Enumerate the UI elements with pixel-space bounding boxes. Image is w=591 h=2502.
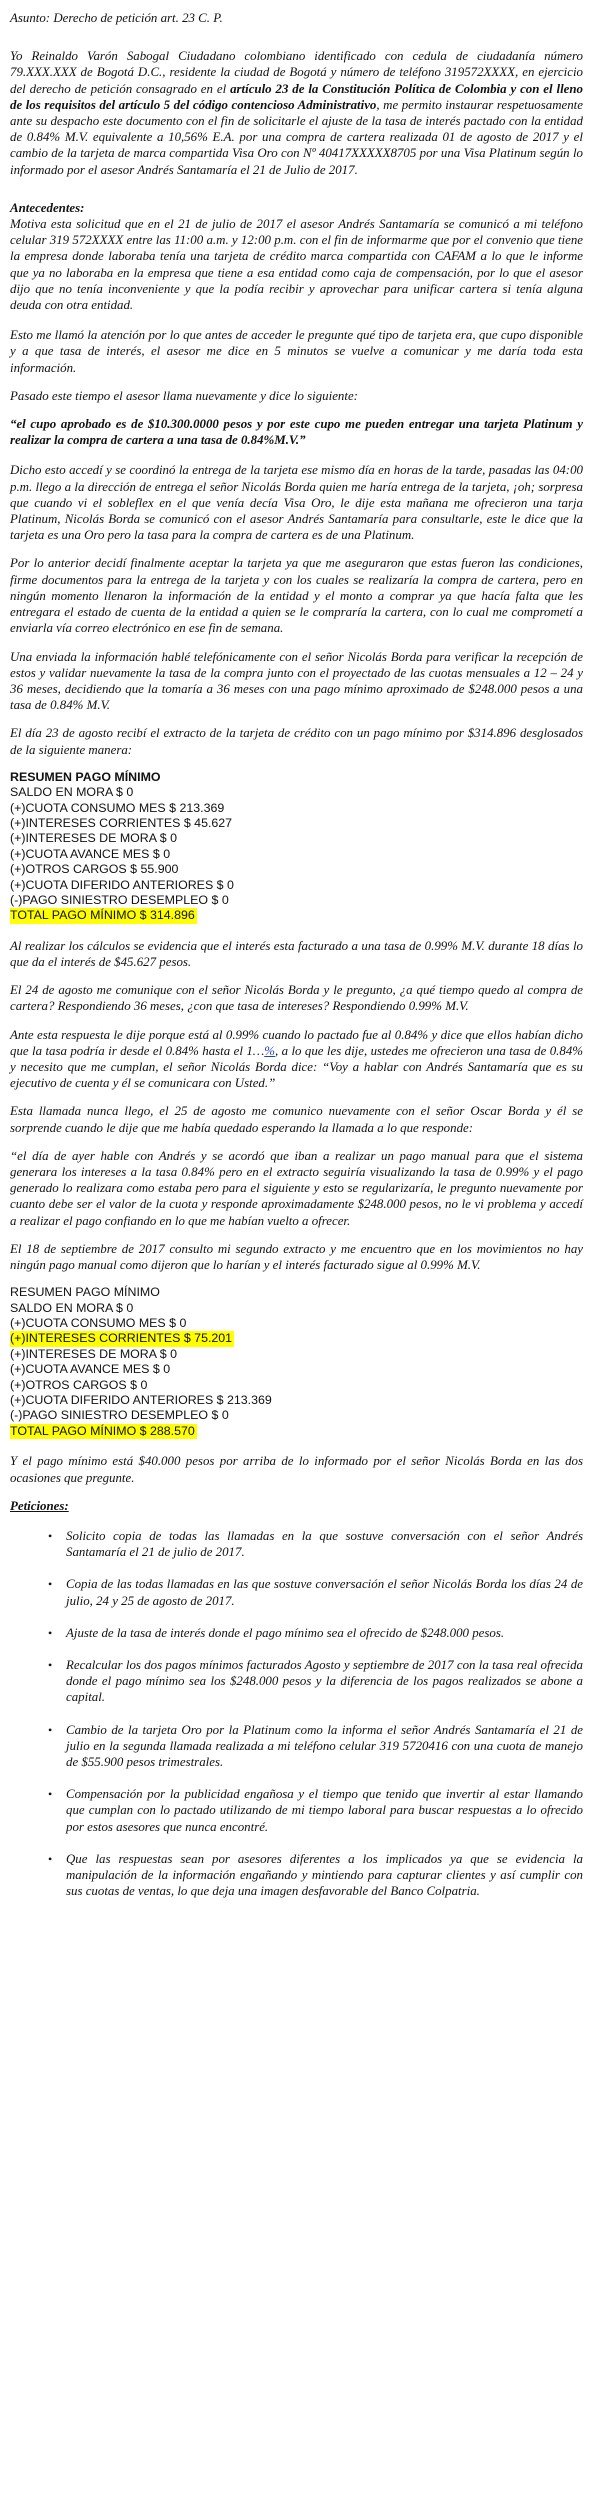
summary-row: (+)CUOTA DIFERIDO ANTERIORES $ 0 <box>10 877 234 892</box>
paragraph-interest-calc: Al realizar los cálculos se evidencia que el interés esta facturado a una tasa de 0.99% M.V. durante 18 días lo que da el interés de $45.627 pesos. <box>10 938 583 969</box>
peticiones-heading: Peticiones: <box>10 1498 69 1513</box>
bullet-icon: • <box>48 1577 53 1592</box>
paragraph-callback: Pasado este tiempo el asesor llama nuevamente y dice lo siguiente: <box>10 388 358 403</box>
summary-row: (+)INTERESES DE MORA $ 0 <box>10 831 177 846</box>
petition-item <box>10 1576 583 1608</box>
intro-legal-basis: artículo 23 de la Constitución Política de Colombia y con el lleno de los requisitos del artículo 5 del código contencioso Administrativo <box>10 81 583 112</box>
summary-row: (-)PAGO SINIESTRO DESEMPLEO $ 0 <box>10 1408 229 1423</box>
petition-text: Copia de las todas llamadas en las que sostuve conversación el señor Nicolás Borda los días 24 de julio, 24 y 25 de agosto de 2017. <box>66 1577 583 1608</box>
summary-row: (+)CUOTA AVANCE MES $ 0 <box>10 1362 171 1377</box>
subject-line: Asunto: Derecho de petición art. 23 C. P. <box>10 11 223 25</box>
intro-text-1: Yo Reinaldo Varón Sabogal Ciudadano colombiano identificado con cedula de ciudadanía número 79.XXX.XXX de Bogotá D.C., residente la ciudad de Bogotá y número de teléfono 319572XXXX, en ejercicio del derecho de petición consagrado en el <box>10 49 583 96</box>
summary-row: SALDO EN MORA $ 0 <box>10 1300 134 1315</box>
petition-item <box>10 1657 583 1706</box>
petition-text: Que las respuestas sean por asesores diferentes a los implicados ya que se evidencia la manipulación de la información engañando y mintiendo para capturar clientes y así cumplir con sus cuotas de ventas, lo que deja una imagen desfavorable del Banco Colpatria. <box>66 1851 583 1899</box>
rate-dispute-text-1: Ante esta respuesta le dije porque está al 0.99% cuando lo pactado fue al 0.84% y dice que ellos habían dicho que la tasa podría ir desde el 0.84% hasta el 1… <box>10 1027 583 1058</box>
summary-row: (-)PAGO SINIESTRO DESEMPLEO $ 0 <box>10 892 229 907</box>
summary-row: (+)INTERESES DE MORA $ 0 <box>10 1346 177 1361</box>
summary-row: (+)CUOTA CONSUMO MES $ 0 <box>10 1316 187 1331</box>
summary-total-highlighted: TOTAL PAGO MÍNIMO $ 314.896 <box>10 908 195 923</box>
summary-row: (+)OTROS CARGOS $ 0 <box>10 1377 148 1392</box>
intro-text-2: , me permito instaurar respetuosamente ante su despacho este documento con el fin de solicitarle el ajuste de la tasa de interés pactado con la entidad de 0.84% M.V. equivalente a 10,56% E.A. por una compra de cartera realizada 01 de agosto de 2017 y el cambio de la tarjeta de marca compartida Visa Oro con Nº 40417XXXXX8705 por una Visa Platinum según lo informado por el asesor Andrés Santamaría el 21 de Julio de 2017. <box>10 97 583 177</box>
petitions-list <box>10 1528 583 1899</box>
summary-row: (+)CUOTA AVANCE MES $ 0 <box>10 846 171 861</box>
bullet-icon: • <box>48 1657 53 1672</box>
summary-row: (+)INTERESES CORRIENTES $ 45.627 <box>10 815 233 830</box>
paragraph-offer-quote: “el cupo aprobado es de $10.300.0000 pesos y por este cupo me pueden entregar una tarjeta Platinum y realizar la compra de cartera a una tasa de 0.84%M.V.” <box>10 417 583 448</box>
paragraph-august-24: El 24 de agosto me comunique con el señor Nicolás Borda y le pregunto, ¿a qué tiempo quedo al compra de cartera? Respondiendo 36 meses, ¿con que tasa de intereses? Respondiendo 0.99% M.V. <box>10 983 583 1014</box>
summary-row: SALDO EN MORA $ 0 <box>10 785 134 800</box>
paragraph-september-statement: El 18 de septiembre de 2017 consulto mi segundo extracto y me encuentro que en los movimientos no hay ningún pago manual como dijeron que lo harían y el interés facturado sigue al 0.99% M.V. <box>10 1241 583 1273</box>
paragraph-acceptance: Por lo anterior decidí finalmente aceptar la tarjeta ya que me aseguraron que estas fueron las condiciones, firme documentos para la entrega de la tarjeta y con los cuales se realizaría la compra de cartera, pero en ningún momento llenaron la información de la entidad y el monto a comprar ya que hacía falta que les entregara el estado de cuenta de la entidad a quien se le compraría la cartera, con lo cual me comprometí a enviarla vía correo electrónico en ese fin de semana. <box>10 556 583 636</box>
summary-total-highlighted: TOTAL PAGO MÍNIMO $ 288.570 <box>10 1423 195 1438</box>
petition-text: Ajuste de la tasa de interés donde el pago mínimo sea el ofrecido de $248.000 pesos. <box>66 1625 505 1640</box>
paragraph-august-25: Esta llamada nunca llego, el 25 de agosto me comunico nuevamente con el señor Oscar Borda y él se sorprende cuando le dije que me había quedado esperando la llamada a lo que responde: <box>10 1104 583 1135</box>
summary-title: RESUMEN PAGO MÍNIMO <box>10 769 161 784</box>
paragraph-rate-dispute <box>10 1027 583 1092</box>
rate-dispute-text-2: , a lo que les dije, ustedes me ofrecieron una tasa de 0.84% y necesito que me cumplan, el señor Nicolás Borda dice: “Voy a hablar con Andrés Santamaría que es su ejecutivo de cuenta y él se comunicara con Usted.” <box>10 1043 583 1091</box>
antecedentes-heading: Antecedentes: <box>10 200 85 215</box>
summary-row: (+)CUOTA DIFERIDO ANTERIORES $ 213.369 <box>10 1393 272 1408</box>
summary-row: (+)CUOTA CONSUMO MES $ 213.369 <box>10 800 225 815</box>
summary-row-highlighted: (+)INTERESES CORRIENTES $ 75.201 <box>10 1331 233 1346</box>
paragraph-verification: Una enviada la información hablé telefónicamente con el señor Nicolás Borda para verificar la recepción de estos y validar nuevamente la tasa de la compra junto con el proyectado de las cuotas mensuales a 12 – 24 y 36 meses, decidiendo que la tomaría a 36 meses con una pago mínimo aproximado de $248.000 pesos a una tasa de 0.84% M.V. <box>10 649 583 713</box>
bullet-icon: • <box>48 1625 53 1640</box>
payment-summary-1 <box>10 770 583 924</box>
petition-item <box>10 1786 583 1835</box>
summary-row: (+)OTROS CARGOS $ 55.900 <box>10 862 179 877</box>
paragraph-minimum-difference: Y el pago mínimo está $40.000 pesos por arriba de lo informado por el señor Nicolás Borda en las dos ocasiones que pregunte. <box>10 1454 583 1485</box>
paragraph-manual-payment-quote: “el día de ayer hable con Andrés y se acordó que iban a realizar un pago manual para que el sistema generara los intereses a la tasa 0.84% pero en el extracto seguiría visualizando la tasa de 0.99% y el pago generado lo realizara como estaba pero para el siguiente y esto se regularizaría, le pregunto nuevamente por cuanto debe ser el valor de la cuota y responde aproximadamente $248.000 pesos, no le vi problema y accedí a realizar el pago confiando en lo que me habían vuelto a ofrecer. <box>10 1148 583 1228</box>
paragraph-motivation: Motiva esta solicitud que en el 21 de julio de 2017 el asesor Andrés Santamaría se comunicó a mi teléfono celular 319 572XXXX entre las 11:00 a.m. y 12:00 p.m. con el fin de informarme que por el convenio que tiene la empresa donde laboraba tenía una tarjeta de crédito marca compartida con CAFAM a lo que le informe que ya no laboraba en la empresa que tiene a esa entidad como caja de compensación, por lo que el asesor dijo que no tenía inconveniente y que la podía recibir y aprovechar para unificar cartera si tenía alguna deuda con otra entidad. <box>10 217 583 313</box>
petition-text: Solicito copia de todas las llamadas en la que sostuve conversación con el señor Andrés Santamaría el 21 de julio de 2017. <box>66 1528 583 1560</box>
bullet-icon: • <box>48 1528 53 1543</box>
petition-item <box>10 1851 583 1900</box>
intro-paragraph <box>10 48 583 178</box>
petition-text: Recalcular los dos pagos mínimos facturados Agosto y septiembre de 2017 con la tasa real ofrecida donde el pago mínimo sea los $248.000 pesos y la diferencia de los pagos realizados se abone a capital. <box>66 1657 583 1705</box>
percent-link[interactable]: % <box>264 1043 275 1058</box>
petition-item <box>10 1625 583 1641</box>
petition-text: Cambio de la tarjeta Oro por la Platinum como la informa el señor Andrés Santamaría el 21 de julio en la segunda llamada realizada a mi teléfono celular 319 5720416 con una cuota de manejo de $55.900 pesos trimestrales. <box>66 1722 583 1769</box>
petition-text: Compensación por la publicidad engañosa y el tiempo que tenido que invertir al estar llamando que cumplan con lo pactado utilizando de mi tiempo laboral para buscar respuestas a lo ofrecido por estos asesores que nunca encontré. <box>66 1787 583 1834</box>
paragraph-question: Esto me llamó la atención por lo que antes de acceder le pregunte qué tipo de tarjeta era, que cupo disponible y a que tasa de interés, el asesor me dice en 5 minutos se vuelve a comunicar y me daría toda esta información. <box>10 328 583 375</box>
payment-summary-2 <box>10 1285 583 1439</box>
bullet-icon: • <box>48 1851 53 1866</box>
petition-item <box>10 1528 583 1560</box>
paragraph-delivery: Dicho esto accedí y se coordinó la entrega de la tarjeta ese mismo día en horas de la tarde, pasadas las 04:00 p.m. llego a la dirección de entrega el señor Nicolás Borda quien me haría entrega de la tarjeta, ¡oh; sorpresa que cuando vi el sobleflex en el que venía decía Visa Oro, le dije esta mañana me ofrecieron una tarja Platinum, Nicolás Borda se comunicó con el asesor Andrés Santamaría para consultarle, este le dice que la tarjeta es una Oro pero la tasa para la compra de cartera es de una Platinum. <box>10 463 583 543</box>
paragraph-first-statement: El día 23 de agosto recibí el extracto de la tarjeta de crédito con un pago mínimo por $314.896 desglosados de la siguiente manera: <box>10 726 583 757</box>
bullet-icon: • <box>48 1722 53 1737</box>
summary-title: RESUMEN PAGO MÍNIMO <box>10 1285 160 1300</box>
bullet-icon: • <box>48 1787 53 1802</box>
petition-item <box>10 1722 583 1771</box>
